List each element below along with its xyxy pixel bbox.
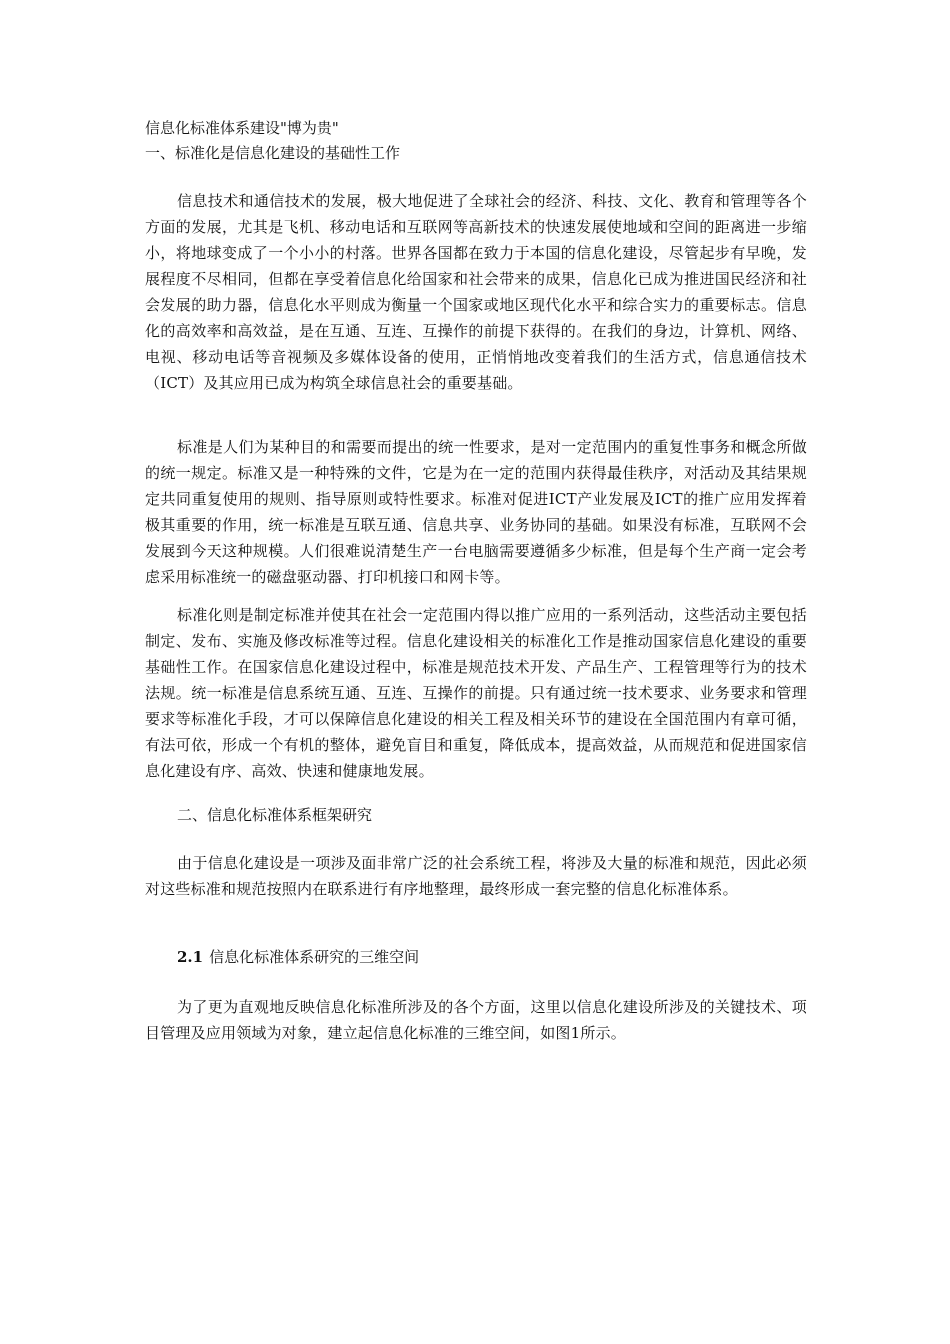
paragraph-3: 标准化则是制定标准并使其在社会一定范围内得以推广应用的一系列活动，这些活动主要包括制定、发布、实施及修改标准等过程。信息化建设相关的标准化工作是推动国家信息化建设的重要基础性工作。在国家信息化建设过程中，标准是规范技术开发、产品生产、工程管理等行为的技术法规。统一标准是信息系统互通、互连、互操作的前提。只有通过统一技术要求、业务要求和管理要求等标准化手段，才可以保障信息化建设的相关工程及相关环节的建设在全国范围内有章可循，有法可依，形成一个有机的整体，避免盲目和重复，降低成本，提高效益，从而规范和促进国家信息化建设有序、高效、快速和健康地发展。 [145, 606, 807, 780]
paragraph-2: 标准是人们为某种目的和需要而提出的统一性要求，是对一定范围内的重复性事务和概念所做的统一规定。标准又是一种特殊的文件，它是为在一定的范围内获得最佳秩序，对活动及其结果规定共同重复使用的规则、指导原则或特性要求。标准对促进ICT产业发展及ICT的推广应用发挥着极其重要的作用，统一标准是互联互通、信息共享、业务协同的基础。如果没有标准，互联网不会发展到今天这种规模。人们很难说清楚生产一台电脑需要遵循多少标准，但是每个生产商一定会考虑采用标准统一的磁盘驱动器、打印机接口和网卡等。 [145, 438, 807, 586]
subsection-number: 2.1 [177, 948, 204, 966]
subsection-heading [177, 946, 419, 968]
document-title: 信息化标准体系建设"博为贵" [145, 119, 339, 137]
paragraph-1: 信息技术和通信技术的发展，极大地促进了全球社会的经济、科技、文化、教育和管理等各个方面的发展，尤其是飞机、移动电话和互联网等高新技术的快速发展使地域和空间的距离进一步缩小，将地球变成了一个小小的村落。世界各国都在致力于本国的信息化建设，尽管起步有早晚，发展程度不尽相同，但都在享受着信息化给国家和社会带来的成果，信息化已成为推进国民经济和社会发展的助力器，信息化水平则成为衡量一个国家或地区现代化水平和综合实力的重要标志。信息化的高效率和高效益，是在互通、互连、互操作的前提下获得的。在我们的身边，计算机、网络、电视、移动电话等音视频及多媒体设备的使用，正悄悄地改变着我们的生活方式，信息通信技术（ICT）及其应用已成为构筑全球信息社会的重要基础。 [145, 192, 807, 392]
subsection-paragraph: 为了更为直观地反映信息化标准所涉及的各个方面，这里以信息化建设所涉及的关键技术、项目管理及应用领域为对象，建立起信息化标准的三维空间，如图1所示。 [145, 998, 807, 1042]
section-1-heading: 一、标准化是信息化建设的基础性工作 [145, 144, 401, 162]
section-2-heading: 二、信息化标准体系框架研究 [177, 806, 373, 824]
subsection-title: 信息化标准体系研究的三维空间 [209, 948, 420, 966]
section-2-paragraph: 由于信息化建设是一项涉及面非常广泛的社会系统工程，将涉及大量的标准和规范，因此必须对这些标准和规范按照内在联系进行有序地整理，最终形成一套完整的信息化标准体系。 [145, 854, 807, 898]
